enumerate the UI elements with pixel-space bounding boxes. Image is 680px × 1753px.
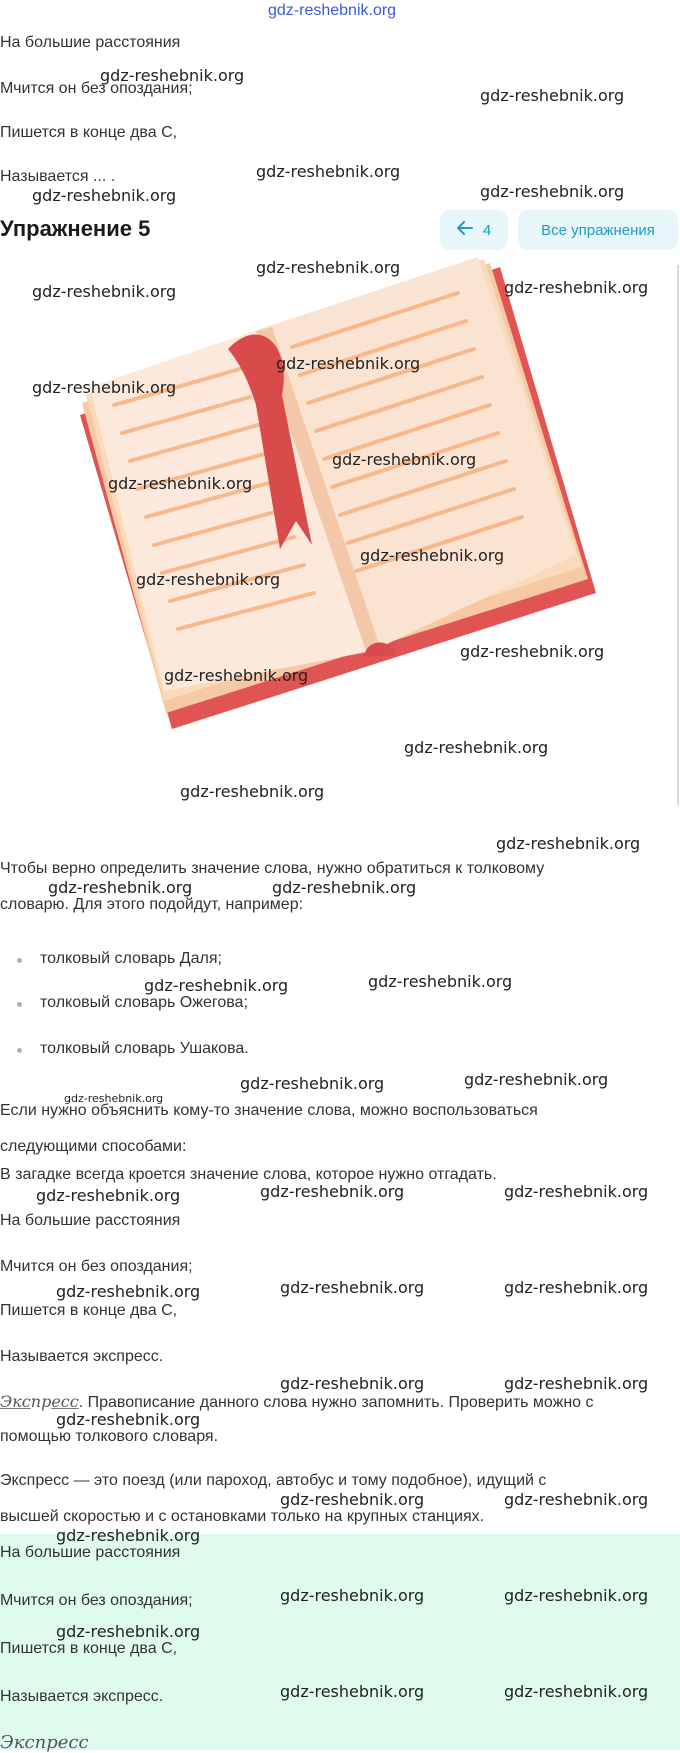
watermark: gdz-reshebnik.org bbox=[108, 474, 253, 493]
answer-riddle-line-1: На большие расстояния bbox=[0, 1212, 181, 1229]
watermark: gdz-reshebnik.org bbox=[32, 378, 177, 397]
watermark: gdz-reshebnik.org bbox=[504, 1278, 649, 1297]
watermark: gdz-reshebnik.org bbox=[504, 1682, 649, 1701]
riddle-note: В загадке всегда кроется значение слова, которое нужно отгадать. bbox=[0, 1166, 497, 1183]
open-book-illustration bbox=[60, 255, 620, 745]
all-exercises-button[interactable] bbox=[518, 210, 678, 250]
all-exercises-label: Все упражнения bbox=[541, 221, 655, 239]
watermark: gdz-reshebnik.org bbox=[136, 570, 281, 589]
watermark: gdz-reshebnik.org bbox=[56, 1282, 201, 1301]
bullet-icon bbox=[17, 958, 22, 963]
watermark: gdz-reshebnik.org bbox=[280, 1278, 425, 1297]
scrollbar[interactable] bbox=[677, 265, 679, 805]
methods-line-1: Если нужно объяснить кому-то значение слова, можно воспользоваться bbox=[0, 1102, 538, 1119]
prev-exercise-number: 4 bbox=[482, 221, 492, 239]
watermark: gdz-reshebnik.org bbox=[332, 450, 477, 469]
list-item-text: толковый словарь Ушакова. bbox=[40, 1040, 249, 1057]
riddle-line-2: Мчится он без опоздания; bbox=[0, 80, 193, 97]
watermark: gdz-reshebnik.org bbox=[48, 878, 193, 897]
watermark: gdz-reshebnik.org bbox=[144, 976, 289, 995]
exercise-title: Упражнение 5 bbox=[0, 216, 151, 241]
site-link[interactable]: gdz-reshebnik.org bbox=[268, 2, 397, 19]
watermark: gdz-reshebnik.org bbox=[256, 258, 401, 277]
watermark: gdz-reshebnik.org bbox=[504, 1490, 649, 1509]
answer-riddle-line-3: Пишется в конце два С, bbox=[0, 1302, 178, 1319]
riddle-line-4: Называется ... . bbox=[0, 168, 116, 185]
watermark: gdz-reshebnik.org bbox=[368, 972, 513, 991]
watermark: gdz-reshebnik.org bbox=[180, 782, 325, 801]
intro-line-2: словарю. Для этого подойдут, например: bbox=[0, 896, 304, 913]
watermark: gdz-reshebnik.org bbox=[404, 738, 549, 757]
highlight-line-4: Называется экспресс. bbox=[0, 1688, 164, 1705]
list-item-text: толковый словарь Ожегова; bbox=[40, 994, 248, 1011]
watermark: gdz-reshebnik.org bbox=[32, 186, 177, 205]
watermark: gdz-reshebnik.org bbox=[496, 834, 641, 853]
watermark: gdz-reshebnik.org bbox=[504, 1182, 649, 1201]
watermark: gdz-reshebnik.org bbox=[164, 666, 309, 685]
watermark: gdz-reshebnik.org bbox=[64, 1092, 164, 1105]
arrow-left-icon bbox=[457, 221, 473, 239]
watermark: gdz-reshebnik.org bbox=[280, 1586, 425, 1605]
highlight-line-1: На большие расстояния bbox=[0, 1544, 181, 1561]
watermark: gdz-reshebnik.org bbox=[56, 1526, 201, 1545]
watermark: gdz-reshebnik.org bbox=[504, 278, 649, 297]
watermark: gdz-reshebnik.org bbox=[280, 1374, 425, 1393]
answer-riddle-line-4: Называется экспресс. bbox=[0, 1348, 164, 1365]
watermark: gdz-reshebnik.org bbox=[464, 1070, 609, 1089]
intro-line-1: Чтобы верно определить значение слова, нужно обратиться к толковому bbox=[0, 860, 545, 877]
watermark: gdz-reshebnik.org bbox=[504, 1374, 649, 1393]
bullet-icon bbox=[17, 1048, 22, 1053]
spelling-word: Экспресс bbox=[0, 1392, 79, 1411]
methods-line-2: следующими способами: bbox=[0, 1138, 187, 1155]
watermark: gdz-reshebnik.org bbox=[480, 182, 625, 201]
prev-exercise-button[interactable] bbox=[440, 210, 508, 250]
watermark: gdz-reshebnik.org bbox=[36, 1186, 181, 1205]
list-item-text: толковый словарь Даля; bbox=[40, 950, 222, 967]
watermark: gdz-reshebnik.org bbox=[280, 1682, 425, 1701]
watermark: gdz-reshebnik.org bbox=[256, 162, 401, 181]
watermark: gdz-reshebnik.org bbox=[276, 354, 421, 373]
watermark: gdz-reshebnik.org bbox=[480, 86, 625, 105]
watermark: gdz-reshebnik.org bbox=[32, 282, 177, 301]
spelling-line-2: помощью толкового словаря. bbox=[0, 1428, 219, 1445]
highlight-line-3: Пишется в конце два С, bbox=[0, 1640, 178, 1657]
watermark: gdz-reshebnik.org bbox=[504, 1586, 649, 1605]
watermark: gdz-reshebnik.org bbox=[240, 1074, 385, 1093]
watermark: gdz-reshebnik.org bbox=[460, 642, 605, 661]
watermark: gdz-reshebnik.org bbox=[272, 878, 417, 897]
watermark: gdz-reshebnik.org bbox=[100, 66, 245, 85]
watermark: gdz-reshebnik.org bbox=[260, 1182, 405, 1201]
riddle-line-1: На большие расстояния bbox=[0, 34, 181, 51]
riddle-line-3: Пишется в конце два С, bbox=[0, 124, 178, 141]
watermark: gdz-reshebnik.org bbox=[56, 1622, 201, 1641]
watermark: gdz-reshebnik.org bbox=[360, 546, 505, 565]
definition-line-1: Экспресс — это поезд (или пароход, автобус и тому подобное), идущий с bbox=[0, 1472, 547, 1489]
highlight-line-2: Мчится он без опоздания; bbox=[0, 1592, 193, 1609]
watermark: gdz-reshebnik.org bbox=[280, 1490, 425, 1509]
spelling-line-1: Экспресс. Правописание данного слова нужно запомнить. Проверить можно с bbox=[0, 1392, 594, 1411]
highlight-word: Экспресс bbox=[0, 1732, 89, 1753]
answer-riddle-line-2: Мчится он без опоздания; bbox=[0, 1258, 193, 1275]
watermark: gdz-reshebnik.org bbox=[56, 1410, 201, 1429]
definition-line-2: высшей скоростью и с остановками только на крупных станциях. bbox=[0, 1508, 485, 1525]
bullet-icon bbox=[17, 1002, 22, 1007]
